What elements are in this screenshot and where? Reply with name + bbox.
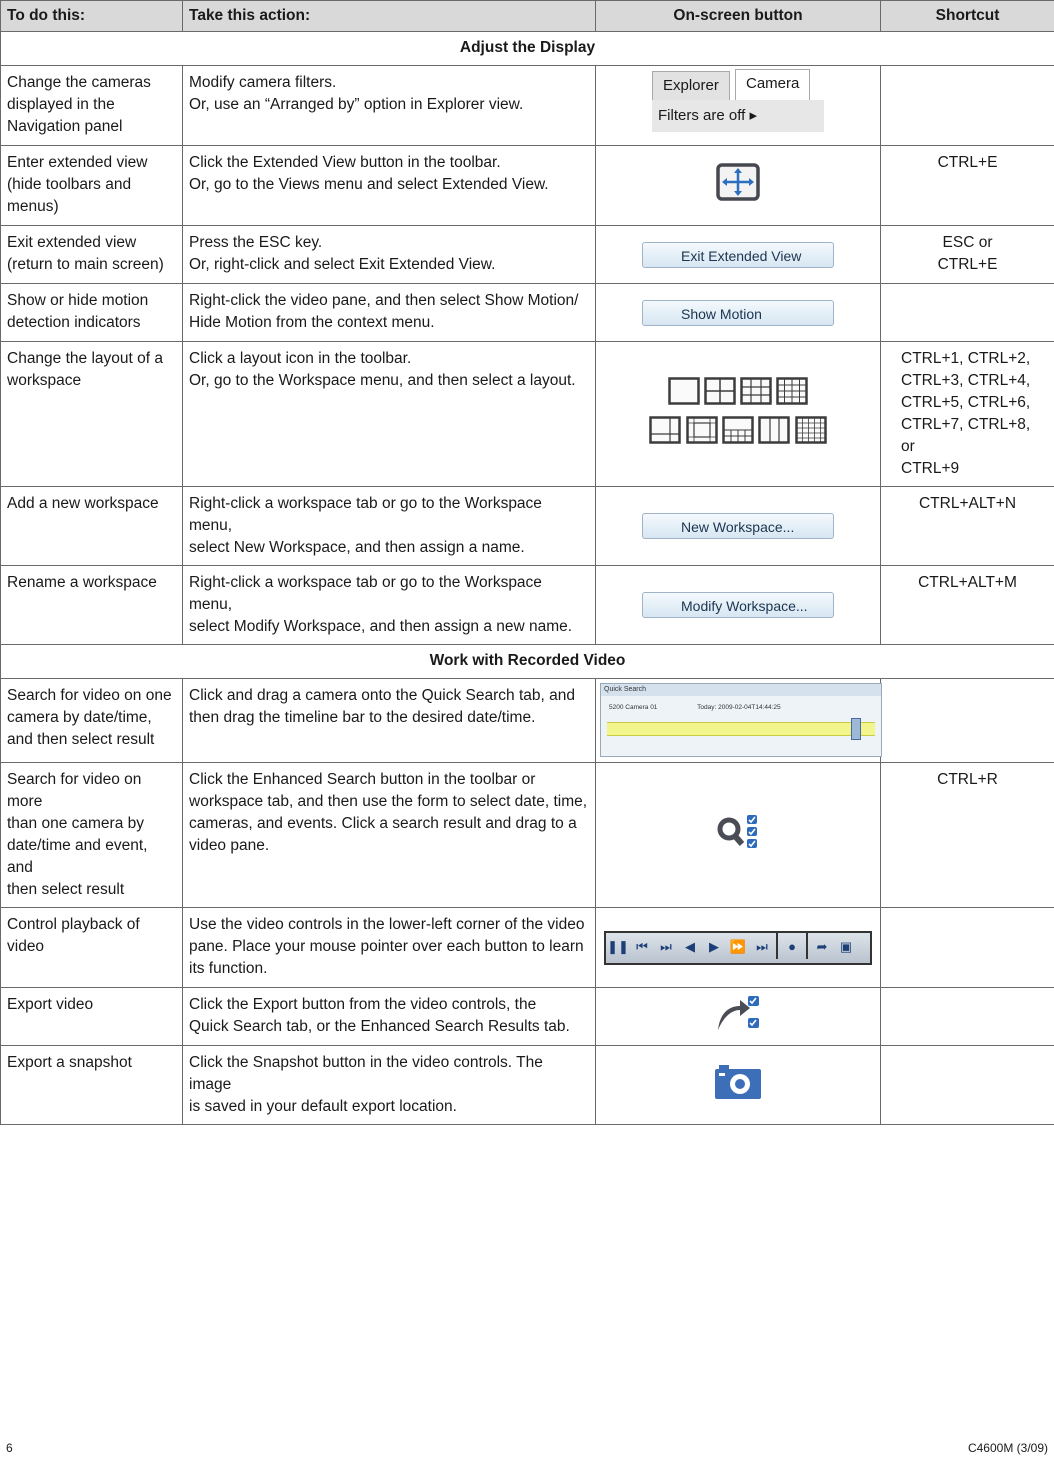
todo-cell: Add a new workspace xyxy=(1,487,183,566)
button-cell xyxy=(596,1046,881,1125)
snapshot-icon[interactable]: ▣ xyxy=(839,938,853,954)
todo-cell: Change the cameras displayed in the Navigation panel xyxy=(1,66,183,146)
shortcut-cell xyxy=(881,988,1054,1046)
fast-forward-icon[interactable]: ⏩ xyxy=(729,938,747,954)
timeline-handle[interactable] xyxy=(851,718,861,740)
table-row xyxy=(1,146,1054,226)
table-row xyxy=(1,66,1054,146)
step-forward-icon[interactable]: ⏭ xyxy=(660,938,672,954)
slow-forward-icon[interactable]: ▶ xyxy=(709,938,719,954)
todo-cell: Control playback of video xyxy=(1,908,183,988)
table-row xyxy=(1,226,1054,284)
action-cell: Use the video controls in the lower-left corner of the video pane. Place your mouse pointer over each button to learn its function. xyxy=(183,908,596,988)
layout-3x3-icon[interactable] xyxy=(740,377,772,405)
action-cell: Press the ESC key. Or, right-click and select Exit Extended View. xyxy=(183,226,596,284)
exit-extended-view-button[interactable]: Exit Extended View xyxy=(642,242,834,268)
playback-controls xyxy=(604,931,872,965)
layout-5x5-icon[interactable] xyxy=(795,416,827,444)
button-cell xyxy=(596,908,881,988)
button-cell xyxy=(596,487,881,566)
action-cell: Click the Enhanced Search button in the toolbar or workspace tab, and then use the form to select date, time, cameras, and events. Click a search result and drag to a video pane. xyxy=(183,763,596,908)
action-cell: Right-click a workspace tab or go to the Workspace menu, select Modify Workspace, and then assign a new name. xyxy=(183,566,596,645)
triangle-right-icon: ▸ xyxy=(749,107,757,124)
button-cell xyxy=(596,342,881,487)
todo-cell: Search for video on more than one camera by date/time and event, and then select result xyxy=(1,763,183,908)
table-row xyxy=(1,1046,1054,1125)
enhanced-search-icon[interactable] xyxy=(716,812,760,852)
skip-end-icon[interactable]: ⏭ xyxy=(756,938,768,954)
slow-reverse-icon[interactable]: ◀ xyxy=(685,938,695,954)
layout-icons xyxy=(600,377,876,412)
button-cell xyxy=(596,566,881,645)
button-cell xyxy=(596,146,881,226)
layout-1plus12-icon[interactable] xyxy=(722,416,754,444)
shortcut-cell xyxy=(881,66,1054,146)
shortcut-cell: CTRL+1, CTRL+2, CTRL+3, CTRL+4, CTRL+5, CTRL+6, CTRL+7, CTRL+8, or CTRL+9 xyxy=(881,342,1054,487)
section-adjust-display: Adjust the Display xyxy=(1,32,1054,66)
todo-cell: Rename a workspace xyxy=(1,566,183,645)
shortcut-cell xyxy=(881,908,1054,988)
layout-4x4-icon[interactable] xyxy=(776,377,808,405)
action-cell: Click a layout icon in the toolbar. Or, go to the Workspace menu, and then select a layout. xyxy=(183,342,596,487)
col-header-shortcut: Shortcut xyxy=(881,1,1054,32)
table-row xyxy=(1,908,1054,988)
todo-cell: Change the layout of a workspace xyxy=(1,342,183,487)
record-icon[interactable]: ● xyxy=(788,938,796,954)
table-row xyxy=(1,763,1054,908)
show-motion-button[interactable]: Show Motion xyxy=(642,300,834,326)
button-cell xyxy=(596,226,881,284)
modify-workspace-button[interactable]: Modify Workspace... xyxy=(642,592,834,618)
action-cell: Right-click a workspace tab or go to the Workspace menu, select New Workspace, and then assign a name. xyxy=(183,487,596,566)
todo-cell: Search for video on one camera by date/time, and then select result xyxy=(1,679,183,763)
layout-wide-icon[interactable] xyxy=(758,416,790,444)
col-header-todo: To do this: xyxy=(1,1,183,32)
qs-camera-label: 5200 Camera 01 xyxy=(609,704,658,711)
shortcut-cell xyxy=(881,679,1054,763)
table-row xyxy=(1,342,1054,487)
skip-back-icon[interactable]: ⏮ xyxy=(636,938,648,954)
export-icon[interactable]: ➦ xyxy=(816,938,828,954)
button-cell xyxy=(596,679,881,763)
action-cell: Click the Snapshot button in the video controls. The image is saved in your default export location. xyxy=(183,1046,596,1125)
table-row xyxy=(1,284,1054,342)
export-icon[interactable] xyxy=(714,994,762,1032)
layout-2x2-icon[interactable] xyxy=(704,377,736,405)
new-workspace-button[interactable]: New Workspace... xyxy=(642,513,834,539)
todo-cell: Export video xyxy=(1,988,183,1046)
table-row xyxy=(1,566,1054,645)
shortcut-cell: ESC or CTRL+E xyxy=(881,226,1054,284)
button-cell xyxy=(596,284,881,342)
shortcut-cell: CTRL+E xyxy=(881,146,1054,226)
shortcut-cell: CTRL+R xyxy=(881,763,1054,908)
action-cell: Right-click the video pane, and then select Show Motion/ Hide Motion from the context menu. xyxy=(183,284,596,342)
camera-tab[interactable]: Camera xyxy=(735,69,810,100)
col-header-action: Take this action: xyxy=(183,1,596,32)
action-cell: Click the Extended View button in the toolbar. Or, go to the Views menu and select Extended View. xyxy=(183,146,596,226)
todo-cell: Enter extended view (hide toolbars and menus) xyxy=(1,146,183,226)
action-cell: Modify camera filters. Or, use an “Arranged by” option in Explorer view. xyxy=(183,66,596,146)
table-row xyxy=(1,679,1054,763)
explorer-tab[interactable]: Explorer xyxy=(652,71,730,100)
explorer-camera-tabs xyxy=(652,71,824,133)
layout-center-icon[interactable] xyxy=(686,416,718,444)
filters-dropdown[interactable]: Filters are off ▸ xyxy=(652,100,824,132)
table-row xyxy=(1,988,1054,1046)
action-cell: Click the Export button from the video controls, the Quick Search tab, or the Enhanced Search Results tab. xyxy=(183,988,596,1046)
pause-icon[interactable]: ❚❚ xyxy=(607,938,629,954)
quick-search-panel[interactable] xyxy=(600,683,882,757)
todo-cell: Exit extended view (return to main screen) xyxy=(1,226,183,284)
table-row xyxy=(1,487,1054,566)
extended-view-icon[interactable] xyxy=(716,163,760,201)
shortcut-cell: CTRL+ALT+N xyxy=(881,487,1054,566)
col-header-button: On-screen button xyxy=(596,1,881,32)
shortcut-cell: CTRL+ALT+M xyxy=(881,566,1054,645)
layout-1x1-icon[interactable] xyxy=(668,377,700,405)
quick-search-timeline[interactable] xyxy=(607,722,875,736)
header-row xyxy=(1,1,1054,32)
layout-icons-row2 xyxy=(600,416,876,451)
todo-cell: Show or hide motion detection indicators xyxy=(1,284,183,342)
shortcut-cell xyxy=(881,1046,1054,1125)
document-code: C4600M (3/09) xyxy=(967,1441,1048,1455)
button-cell xyxy=(596,66,881,146)
camera-snapshot-icon[interactable] xyxy=(713,1063,763,1101)
page-number: 6 xyxy=(6,1441,13,1455)
button-cell xyxy=(596,763,881,908)
layout-1plus5-icon[interactable] xyxy=(649,416,681,444)
qs-today-label: Today: 2009-02-04T14:44:25 xyxy=(697,704,781,711)
action-cell: Click and drag a camera onto the Quick Search tab, and then drag the timeline bar to the desired date/time. xyxy=(183,679,596,763)
button-cell xyxy=(596,988,881,1046)
section-recorded-video: Work with Recorded Video xyxy=(1,645,1054,679)
todo-cell: Export a snapshot xyxy=(1,1046,183,1125)
quick-search-title: Quick Search xyxy=(601,684,881,696)
shortcut-cell xyxy=(881,284,1054,342)
